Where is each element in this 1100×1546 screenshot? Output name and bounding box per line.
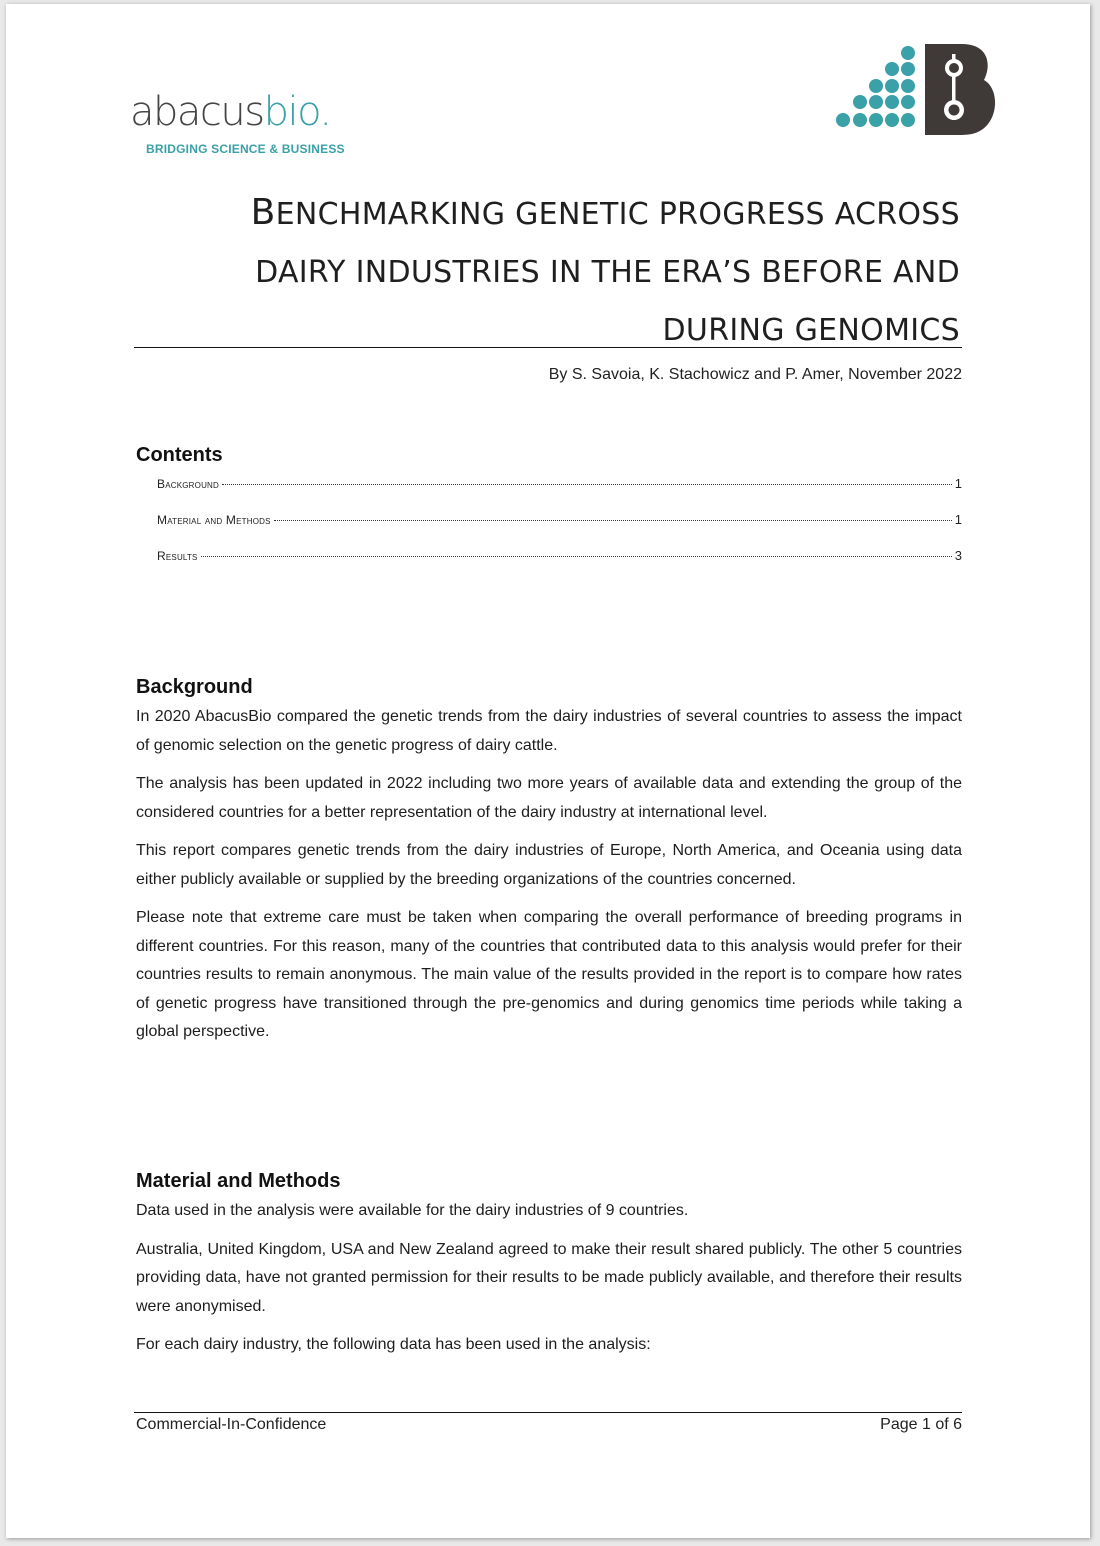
toc-item-label: Material and Methods [157, 513, 271, 527]
background-section [136, 676, 962, 1057]
title-divider [134, 347, 962, 348]
toc-leader-dots [222, 484, 952, 485]
toc-item-page: 1 [954, 476, 962, 491]
methods-section [136, 1170, 962, 1370]
toc-item-page: 3 [954, 548, 962, 563]
background-paragraph-2: The analysis has been updated in 2022 including two more years of available data and extending the group of the considered countries for a better representation of the dairy industry at international level. [136, 775, 962, 821]
footer-confidentiality: Commercial-In-Confidence [136, 1416, 327, 1433]
toc-leader-dots [201, 556, 952, 557]
abacusbio-b-dots-logo-icon [830, 42, 1000, 143]
toc-item-background[interactable] [157, 476, 962, 512]
title-line-1 [200, 184, 960, 244]
methods-paragraph-2: Australia, United Kingdom, USA and New Zealand agreed to make their result shared publicly. The other 5 countries providing data, have not granted permission for their results to be made publicly available, and therefore their results were anonymised. [136, 1240, 962, 1315]
document-title [200, 184, 960, 360]
toc-item-label: Results [157, 549, 198, 563]
title-initial: B [250, 192, 276, 233]
toc-item-page: 1 [954, 512, 962, 527]
contents-heading: Contents [136, 444, 223, 466]
methods-paragraph-1: Data used in the analysis were available for the dairy industries of 9 countries. [136, 1202, 689, 1219]
title-line-3: DURING GENOMICS [662, 313, 960, 348]
abacusbio-wordmark [130, 89, 345, 156]
brand-name-part2: bio. [263, 89, 331, 135]
background-paragraph-4: Please note that extreme care must be taken when comparing the overall performance of breeding programs in different countries. For this reason, many of the countries that contributed data to this analysis would prefer for their countries results to remain anonymous. The main value of the results provided in the report is to compare how rates of genetic progress have transitioned through the pre-genomics and during genomics time periods while taking a global perspective. [136, 909, 962, 1040]
footer-page-number: Page 1 of 6 [880, 1416, 962, 1433]
methods-heading: Material and Methods [136, 1170, 341, 1192]
title-line-1-text: ENCHMARKING GENETIC PROGRESS ACROSS [275, 197, 960, 232]
title-line-2: DAIRY INDUSTRIES IN THE ERA’S BEFORE AND [255, 255, 960, 290]
toc-item-results[interactable] [157, 548, 962, 584]
toc-item-label: Background [157, 477, 220, 491]
toc-item-material-and-methods[interactable] [157, 512, 962, 548]
background-heading: Background [136, 676, 253, 698]
brand-name [130, 89, 345, 135]
toc-leader-dots [274, 520, 952, 521]
background-paragraph-1: In 2020 AbacusBio compared the genetic trends from the dairy industries of several countries to assess the impact of genomic selection on the genetic progress of dairy cattle. [136, 708, 962, 754]
methods-paragraph-3: For each dairy industry, the following data has been used in the analysis: [136, 1336, 651, 1353]
brand-tagline: BRIDGING SCIENCE & BUSINESS [146, 142, 345, 156]
footer-divider [134, 1412, 962, 1413]
background-paragraph-3: This report compares genetic trends from the dairy industries of Europe, North America, and Oceania using data either publicly available or supplied by the breeding organizations of the countries concerned. [136, 842, 962, 888]
brand-name-part1: abacus [130, 89, 264, 135]
authors-line: By S. Savoia, K. Stachowicz and P. Amer, November 2022 [548, 366, 962, 383]
table-of-contents [157, 476, 962, 584]
